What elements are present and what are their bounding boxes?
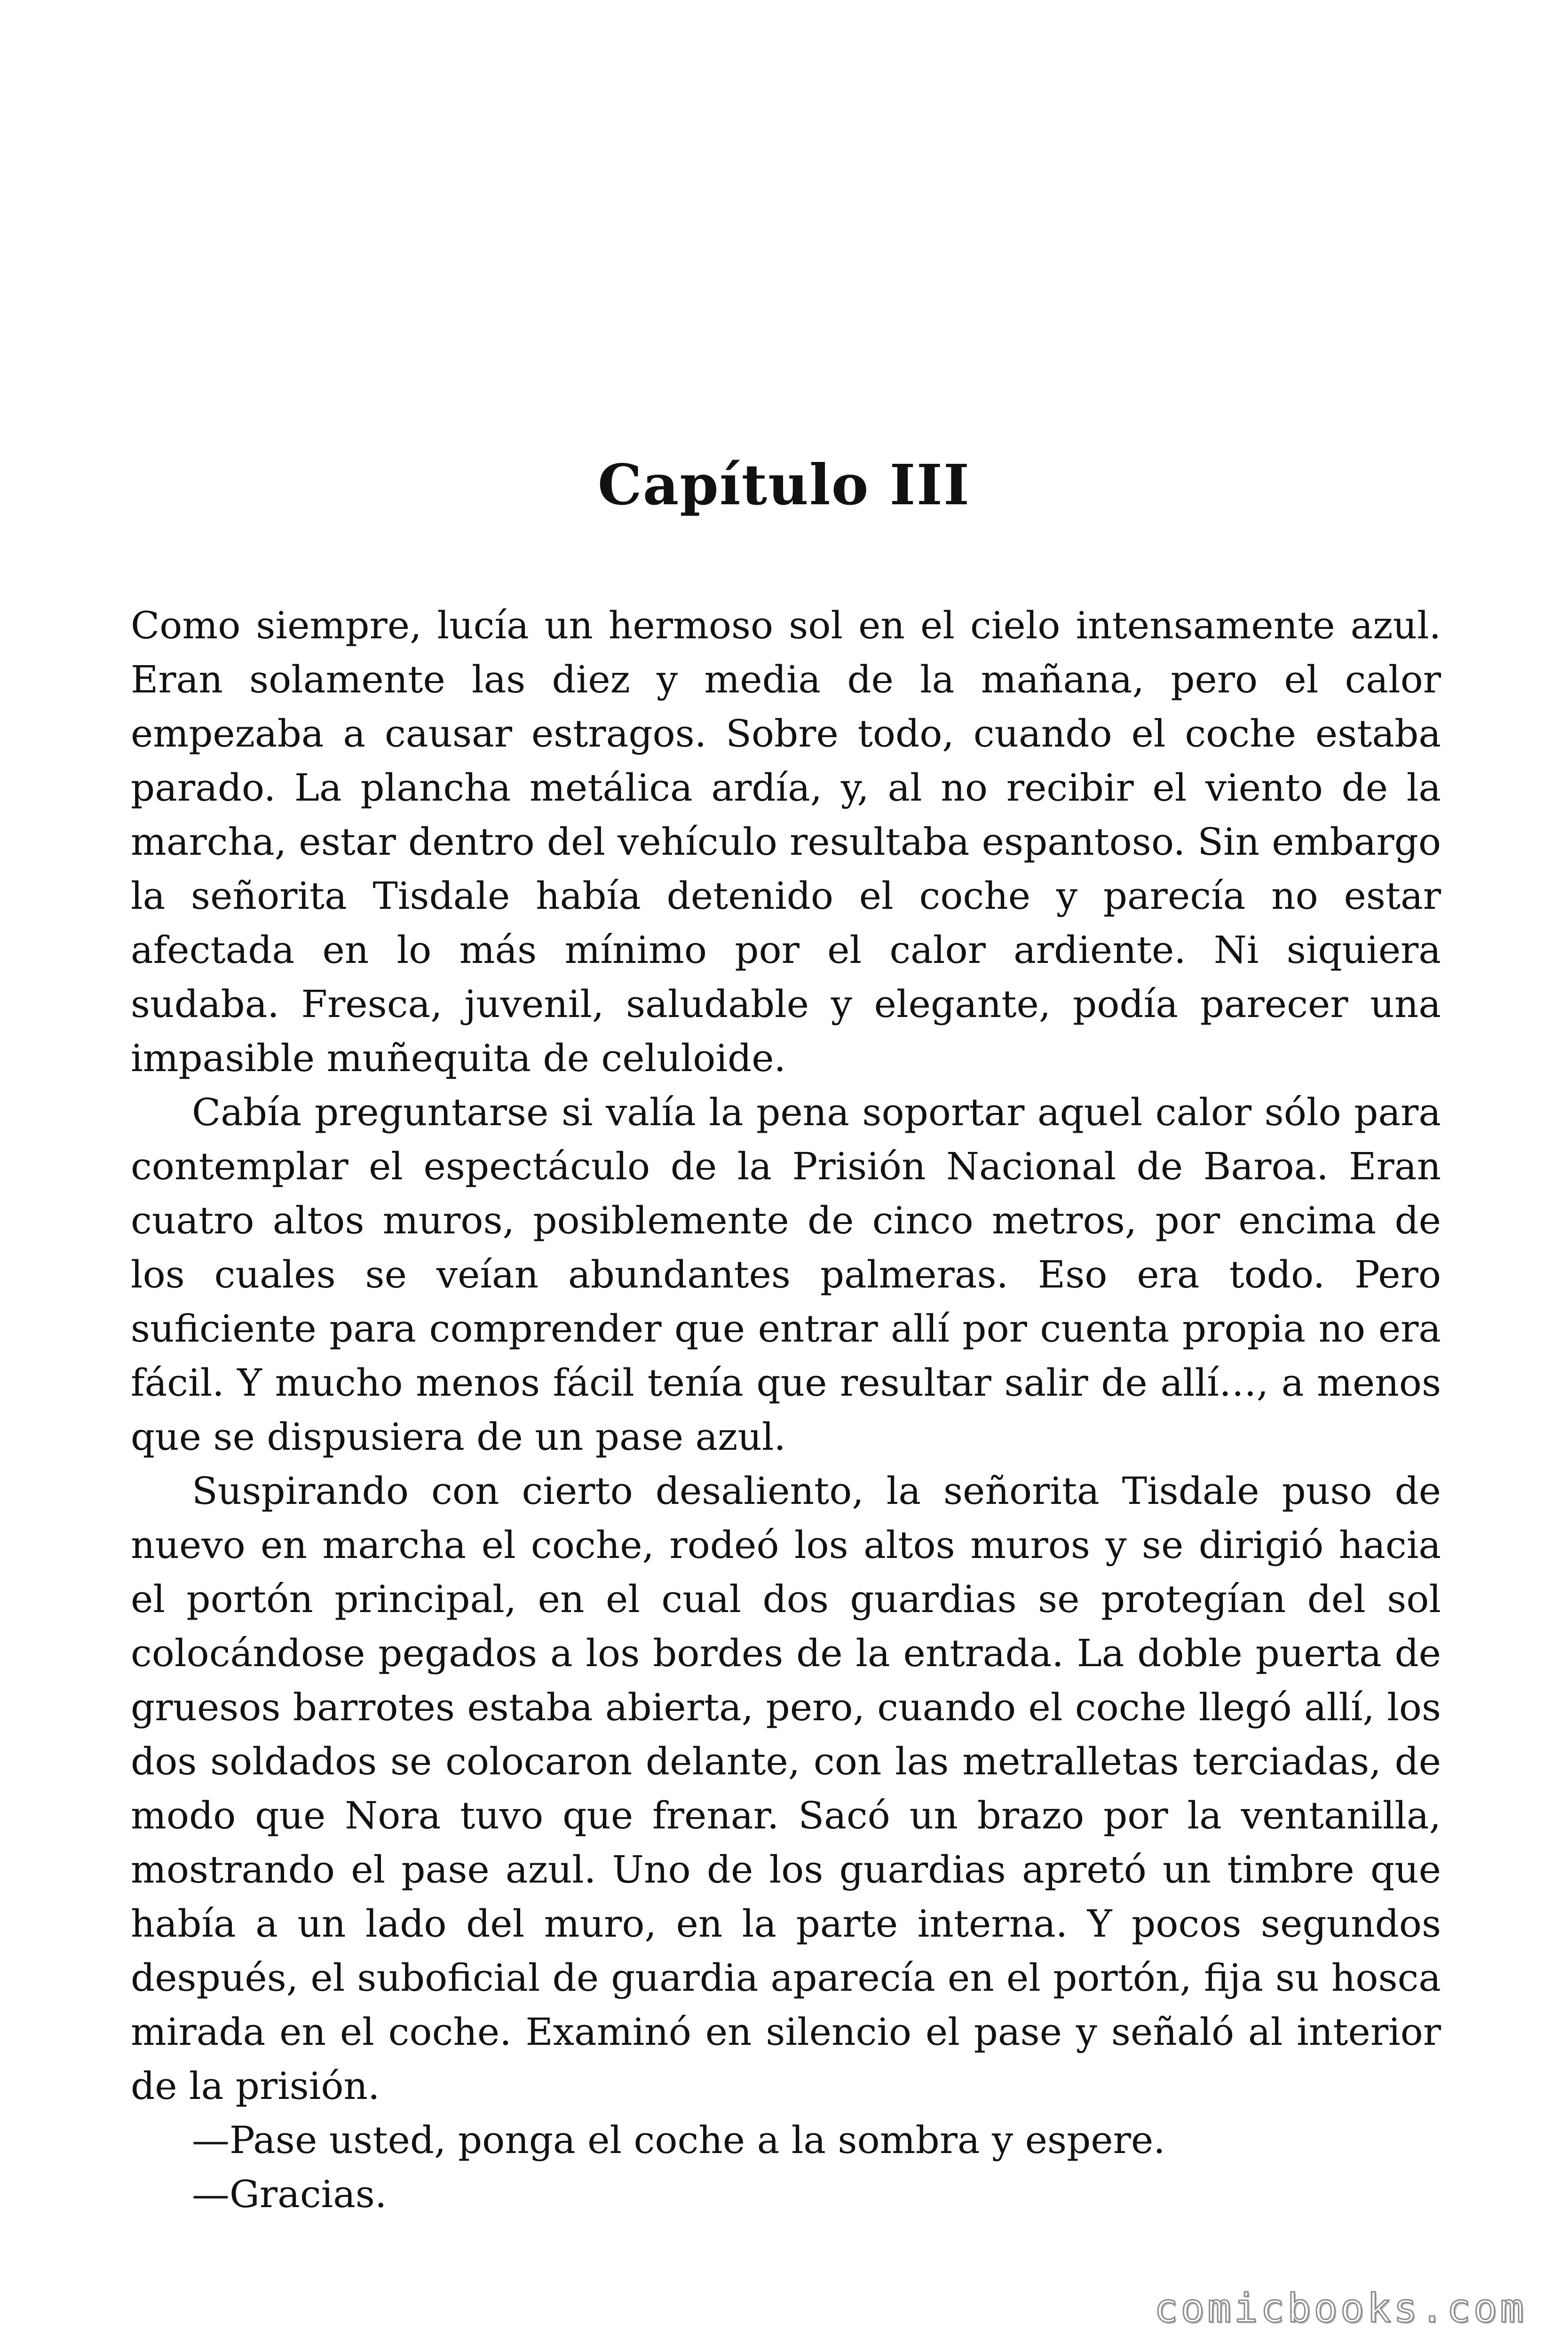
paragraph-1: Como siempre, lucía un hermoso sol en el cielo intensamente azul. Eran solamente las diez y media de la mañana, pero el calor empezaba a causar estragos. Sobre todo, cuando el coche estaba parado. La plancha metálica ardía, y, al no recibir el viento de la marcha, estar dentro del vehículo resultaba espantoso. Sin embargo la señorita Tisdale había detenido el coche y parecía no estar afectada en lo más mínimo por el calor ardiente. Ni siquiera sudaba. Fresca, juvenil, saludable y elegante, podía parecer una impasible muñequita de celuloide. [131,604,1441,1080]
chapter-title: Capítulo III [597,452,971,517]
watermark: comicbooks.com [1154,2285,1527,2331]
chapter-body [131,598,1441,2221]
dialogue-line-1: —Pase usted, ponga el coche a la sombra y espere. [192,2118,1165,2162]
paragraph-3: Suspirando con cierto desaliento, la señorita Tisdale puso de nuevo en marcha el coche, rodeó los altos muros y se dirigió hacia el portón principal, en el cual dos guardias se protegían del sol colocándose pegados a los bordes de la entrada. La doble puerta de gruesos barrotes estaba abierta, pero, cuando el coche llegó allí, los dos soldados se colocaron delante, con las metralletas terciadas, de modo que Nora tuvo que frenar. Sacó un brazo por la ventanilla, mostrando el pase azul. Uno de los guardias apretó un timbre que había a un lado del muro, en la parte interna. Y pocos segundos después, el suboficial de guardia aparecía en el portón, fija su hosca mirada en el coche. Examinó en silencio el pase y señaló al interior de la prisión. [131,1469,1441,2108]
paragraph-2: Cabía preguntarse si valía la pena soportar aquel calor sólo para contemplar el espectáculo de la Prisión Nacional de Baroa. Eran cuatro altos muros, posiblemente de cinco metros, por encima de los cuales se veían abundantes palmeras. Eso era todo. Pero suficiente para comprender que entrar allí por cuenta propia no era fácil. Y mucho menos fácil tenía que resultar salir de allí…, a menos que se dispusiera de un pase azul. [131,1090,1441,1459]
dialogue-line-2: —Gracias. [192,2172,387,2216]
